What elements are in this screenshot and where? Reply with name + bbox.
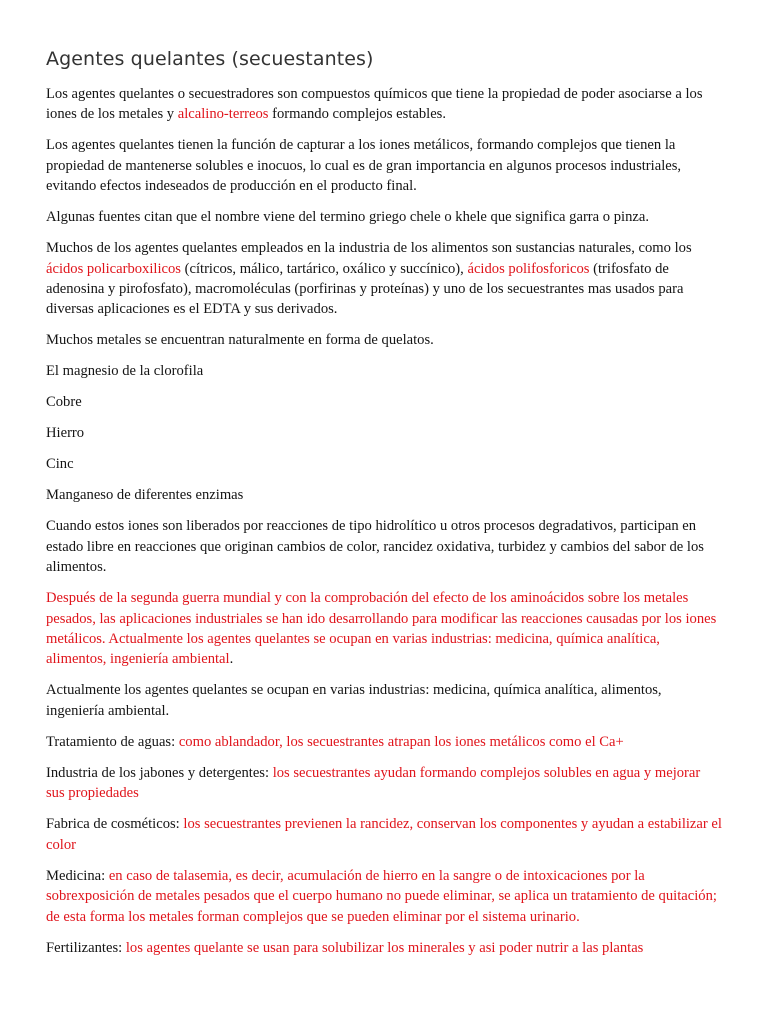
document-page: [46, 46, 722, 969]
food-text-c: (trifosfato de adenosina y pirofosfato), macromoléculas (porfirinas y proteínas) y uno de los secuestrantes mas usados para diversas aplicaciones es el EDTA y sus derivados.: [46, 260, 684, 318]
industries-paragraph: Actualmente los agentes quelantes se ocupan en varias industrias: medicina, química analítica, alimentos, ingeniería ambiental.: [46, 682, 662, 719]
history-paragraph: [46, 588, 722, 670]
page-title: Agentes quelantes (secuestantes): [46, 48, 374, 70]
food-text-b: (cítricos, málico, tartárico, oxálico y succínico),: [180, 260, 468, 277]
metal-item: Manganeso de diferentes enzimas: [46, 487, 244, 504]
application-item: [46, 814, 722, 855]
alcalino-terreos-link[interactable]: alcalino-terreos: [177, 106, 269, 123]
application-label: Tratamiento de aguas:: [46, 733, 179, 750]
etymology-paragraph: Algunas fuentes citan que el nombre viene del termino griego chele o khele que significa garra o pinza.: [46, 209, 649, 226]
food-industry-paragraph: [46, 238, 722, 320]
application-item: [46, 938, 722, 958]
degradation-paragraph: Cuando estos iones son liberados por reacciones de tipo hidrolítico u otros procesos degradativos, participan en estado libre en reacciones que originan cambios de color, rancidez oxidativa, turbidez y cambios del sabor de los alimentos.: [46, 518, 704, 576]
history-text: Después de la segunda guerra mundial y con la comprobación del efecto de los aminoácidos sobre los metales pesados, las aplicaciones industriales se han ido desarrollando para modificar las reacciones causadas por los iones metálicos. Actualmente los agentes quelantes se ocupan en varias industrias: medicina, química analítica, alimentos, ingeniería ambiental: [46, 590, 717, 668]
function-paragraph: Los agentes quelantes tienen la función de capturar a los iones metálicos, formando complejos que tienen la propiedad de mantenerse solubles e inocuos, lo cual es de gran importancia en algunos procesos industriales, evitando efectos indeseados de producción en el producto final.: [46, 137, 682, 195]
application-label: Fabrica de cosméticos:: [46, 816, 184, 833]
application-text: los agentes quelante se usan para solubilizar los minerales y asi poder nutrir a las plantas: [125, 939, 644, 956]
application-item: [46, 732, 722, 752]
polifosforicos-link[interactable]: ácidos polifosforicos: [467, 260, 590, 277]
metal-item: Cobre: [46, 394, 82, 411]
food-text-a: Muchos de los agentes quelantes empleados en la industria de los alimentos son sustancias naturales, como los: [46, 240, 692, 257]
metal-item: Cinc: [46, 456, 74, 473]
metal-item: Hierro: [46, 425, 85, 442]
metal-item: El magnesio de la clorofila: [46, 363, 204, 380]
policarboxilicos-link[interactable]: ácidos policarboxilicos: [46, 260, 181, 277]
intro-text-end: formando complejos estables.: [268, 106, 447, 123]
application-text: en caso de talasemia, es decir, acumulación de hierro en la sangre o de intoxicaciones por la sobrexposición de metales pesados que el cuerpo humano no puede eliminar, se aplica un tratamiento de quitación; de esta forma los metales forman complejos que se pueden eliminar por el sistema urinario.: [46, 867, 717, 925]
chelates-paragraph: Muchos metales se encuentran naturalmente en forma de quelatos.: [46, 332, 434, 349]
application-label: Industria de los jabones y detergentes:: [46, 764, 273, 781]
application-text: los secuestrantes previenen la rancidez, conservan los componentes y ayudan a estabilizar el color: [46, 816, 722, 853]
application-text: los secuestrantes ayudan formando complejos solubles en agua y mejorar sus propiedades: [46, 764, 701, 802]
intro-paragraph: [46, 84, 722, 125]
history-period: .: [229, 651, 234, 668]
application-item: [46, 763, 722, 804]
application-label: Medicina:: [46, 867, 109, 884]
application-label: Fertilizantes:: [46, 939, 126, 956]
application-text: como ablandador, los secuestrantes atrapan los iones metálicos como el Ca+: [178, 733, 624, 750]
intro-text: Los agentes quelantes o secuestradores son compuestos químicos que tiene la propiedad de poder asociarse a los iones de los metales y: [46, 86, 703, 123]
application-item: [46, 866, 722, 927]
